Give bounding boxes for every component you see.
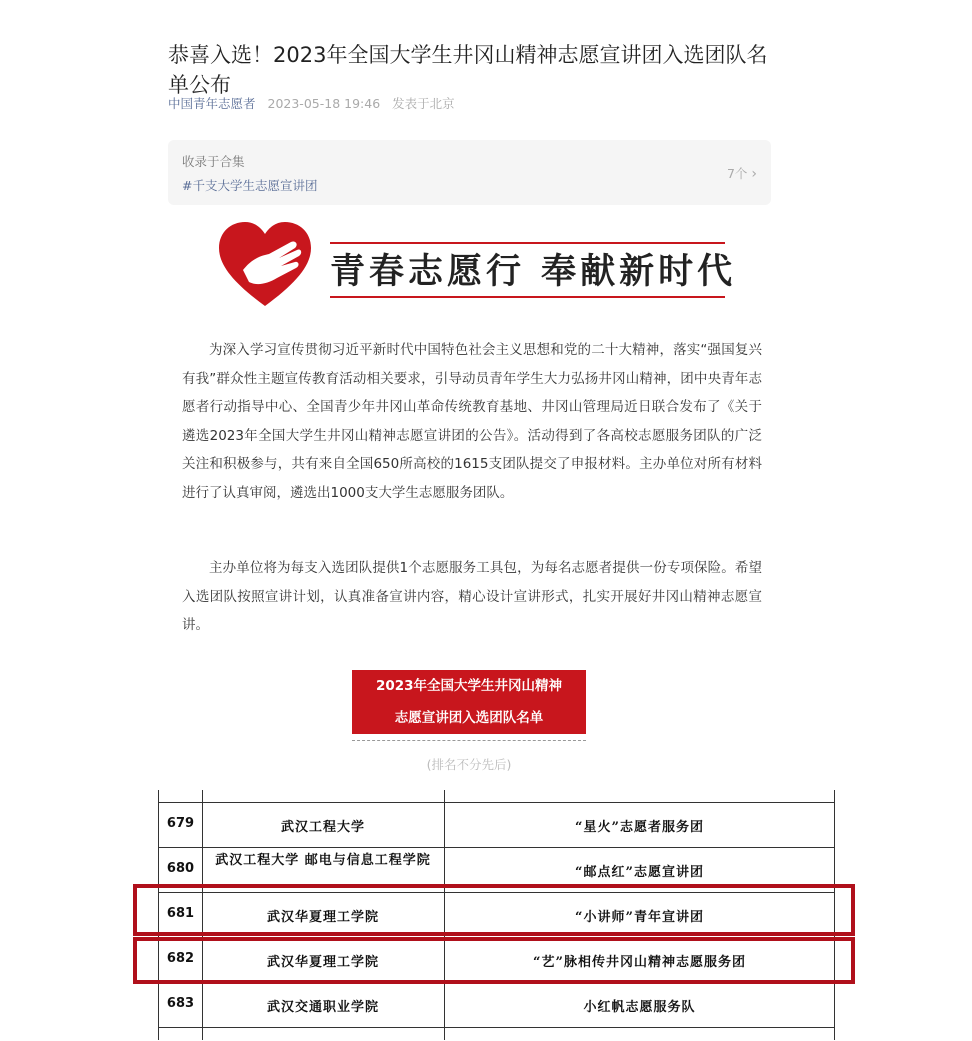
list-title-box (352, 670, 586, 734)
publish-date: 2023-05-18 19:46 (267, 96, 381, 111)
banner-bottom-rule (330, 296, 725, 298)
ranking-note: (排名不分先后) (426, 757, 512, 772)
article-paragraph: 为深入学习宣传贯彻习近平新时代中国特色社会主义思想和党的二十大精神，落实“强国复兴有我”群众性主题宣传教育活动相关要求，引导动员青年学生大力弘扬井冈山精神，团中央青年志愿者行动指导中心、全国青少年井冈山革命传统教育基地、井冈山管理局近日联合发布了《关于遴选2023年全国大学生井冈山精神志愿宣讲团的公告》。活动得到了各高校志愿服务团队的广泛关注和积极参与，共有来自全国650所高校的1615支团队提交了申报材料。主办单位对所有材料进行了认真审阅，遴选出1000支大学生志愿服务团队。 (182, 342, 762, 501)
row-school: 武汉工程大学 (280, 820, 365, 835)
row-team: 小红帆志愿服务队 (583, 1000, 696, 1015)
highlight-box-681 (133, 884, 855, 936)
author-link[interactable]: 中国青年志愿者 (168, 96, 256, 111)
row-school: 武汉华夏理工学院 (266, 955, 379, 970)
list-title-line1: 2023年全国大学生井冈山精神 (375, 678, 563, 694)
slogan-banner (215, 220, 737, 310)
dashed-divider (352, 740, 586, 741)
row-team: “艺”脉相传井冈山精神志愿服务团 (533, 955, 746, 970)
chevron-right-icon: › (751, 166, 757, 182)
album-label: 收录于合集 (182, 154, 245, 169)
row-number: 683 (166, 996, 195, 1011)
row-school: 武汉工程大学 邮电与信息工程学院 (215, 853, 431, 868)
row-number: 682 (166, 951, 195, 966)
row-team: “星火”志愿者服务团 (575, 820, 704, 835)
album-card[interactable] (168, 140, 771, 205)
row-number: 681 (166, 906, 195, 921)
row-number: 680 (166, 861, 195, 876)
list-title-line2: 志愿宣讲团入选团队名单 (394, 710, 544, 726)
table-row (159, 982, 834, 1027)
highlight-box-682 (133, 937, 855, 984)
album-count-text: 7个 (726, 166, 748, 181)
album-tag[interactable]: #千支大学生志愿宣讲团 (182, 178, 318, 193)
row-school: 武汉交通职业学院 (266, 1000, 379, 1015)
table-row-partial (159, 1027, 834, 1041)
table-row (159, 802, 834, 847)
album-count[interactable] (727, 164, 757, 182)
banner-slogan: 青春志愿行 奉献新时代 (330, 251, 737, 292)
row-school: 武汉华夏理工学院 (266, 910, 379, 925)
volunteer-heart-icon (215, 220, 315, 310)
article-meta (168, 94, 455, 112)
row-team: “邮点红”志愿宣讲团 (575, 865, 704, 880)
article-title: 恭喜入选！2023年全国大学生井冈山精神志愿宣讲团入选团队名单公布 (168, 43, 768, 98)
publish-location: 发表于北京 (392, 96, 455, 111)
article-paragraph: 主办单位将为每支入选团队提供1个志愿服务工具包，为每名志愿者提供一份专项保险。希望入选团队按照宣讲计划，认真准备宣讲内容，精心设计宣讲形式，扎实开展好井冈山精神志愿宣讲。 (182, 560, 762, 634)
row-team: “小讲师”青年宣讲团 (575, 910, 704, 925)
row-number: 679 (166, 816, 195, 831)
